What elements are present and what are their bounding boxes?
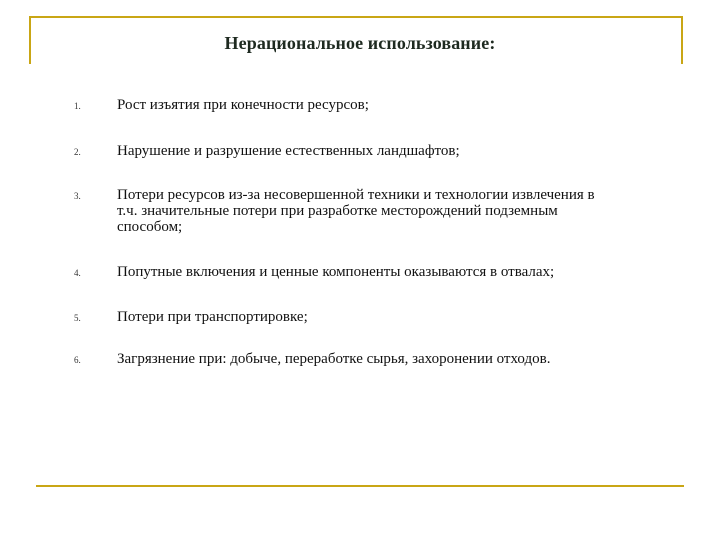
list-item-text: Потери при транспортировке; <box>117 309 308 325</box>
list-item-text: Попутные включения и ценные компоненты оказываются в отвалах; <box>117 264 555 280</box>
list-item-number: 3. <box>74 191 81 201</box>
list-item-number: 4. <box>74 268 81 278</box>
list-item-number: 2. <box>74 147 81 157</box>
list-item-text: Нарушение и разрушение естественных ландшафтов; <box>117 143 460 159</box>
list-item-text: Потери ресурсов из-за несовершенной техники и технологии извлечения в т.ч. значительные потери при разработке месторождений подземным способом; <box>117 187 595 235</box>
list-item-text: Рост изъятия при конечности ресурсов; <box>117 97 369 113</box>
slide-title: Нерациональное использование: <box>224 33 496 53</box>
frame-bottom-line <box>36 485 684 487</box>
list-item-number: 5. <box>74 313 81 323</box>
list-item-number: 1. <box>74 101 81 111</box>
list-item-number: 6. <box>74 355 81 365</box>
list-item-text: Загрязнение при: добыче, переработке сырья, захоронении отходов. <box>117 351 551 367</box>
